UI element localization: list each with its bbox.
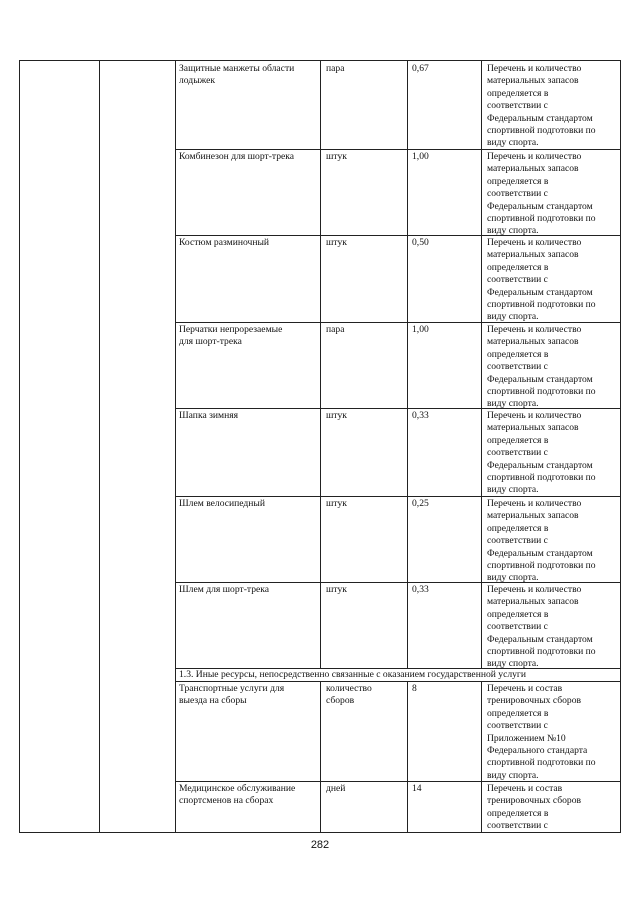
item-note: Перечень и состав тренировочных сборов определяется в соответствии с — [487, 783, 582, 832]
item-note: Перечень и количество материальных запасов определяется в соответствии с Федеральным стандартом спортивной подготовки по виду спорта. — [487, 410, 596, 496]
item-unit: пара — [326, 63, 345, 74]
item-qty: 0,67 — [412, 63, 429, 74]
item-qty: 0,25 — [412, 498, 429, 509]
col-divider-2 — [175, 61, 176, 832]
item-qty: 14 — [412, 783, 422, 794]
item-qty: 0,33 — [412, 410, 429, 421]
item-name: Перчатки непрорезаемые для шорт-трека — [179, 324, 283, 348]
item-note: Перечень и количество материальных запасов определяется в соответствии с Федеральным стандартом спортивной подготовки по виду спорта. — [487, 498, 596, 584]
item-unit: штук — [326, 151, 347, 162]
item-note: Перечень и количество материальных запасов определяется в соответствии с Федеральным стандартом спортивной подготовки по виду спорта. — [487, 151, 596, 237]
section-header: 1.3. Иные ресурсы, непосредственно связанные с оказанием государственной услуги — [179, 669, 526, 680]
item-qty: 1,00 — [412, 151, 429, 162]
item-note: Перечень и количество материальных запасов определяется в соответствии с Федеральным стандартом спортивной подготовки по виду спорта. — [487, 584, 596, 670]
item-unit: дней — [326, 783, 346, 794]
item-name: Транспортные услуги для выезда на сборы — [179, 683, 285, 707]
page-number: 282 — [310, 839, 330, 851]
resources-table — [19, 60, 621, 833]
item-note: Перечень и количество материальных запасов определяется в соответствии с Федеральным стандартом спортивной подготовки по виду спорта. — [487, 237, 596, 323]
item-unit: штук — [326, 584, 347, 595]
item-name: Шлем велосипедный — [179, 498, 266, 509]
item-name: Шлем для шорт-трека — [179, 584, 270, 595]
item-name: Медицинское обслуживание спортсменов на сборах — [179, 783, 296, 807]
col-divider-4 — [407, 61, 408, 832]
item-name: Защитные манжеты области лодыжек — [179, 63, 295, 87]
item-note: Перечень и состав тренировочных сборов определяется в соответствии с Приложением №10 Федерального стандарта спортивной подготовки по виду спорта. — [487, 683, 596, 781]
item-unit: количество сборов — [326, 683, 372, 707]
item-qty: 0,50 — [412, 237, 429, 248]
item-unit: штук — [326, 410, 347, 421]
item-qty: 0,33 — [412, 584, 429, 595]
item-qty: 8 — [412, 683, 417, 694]
item-note: Перечень и количество материальных запасов определяется в соответствии с Федеральным стандартом спортивной подготовки по виду спорта. — [487, 324, 596, 410]
item-unit: штук — [326, 498, 347, 509]
col-divider-3 — [320, 61, 321, 832]
item-name: Шапка зимняя — [179, 410, 239, 421]
col-divider-5 — [481, 61, 482, 832]
item-unit: штук — [326, 237, 347, 248]
item-unit: пара — [326, 324, 345, 335]
col-divider-1 — [99, 61, 100, 832]
item-qty: 1,00 — [412, 324, 429, 335]
item-name: Костюм разминочный — [179, 237, 270, 248]
item-name: Комбинезон для шорт-трека — [179, 151, 295, 162]
item-note: Перечень и количество материальных запасов определяется в соответствии с Федеральным стандартом спортивной подготовки по виду спорта. — [487, 63, 596, 149]
